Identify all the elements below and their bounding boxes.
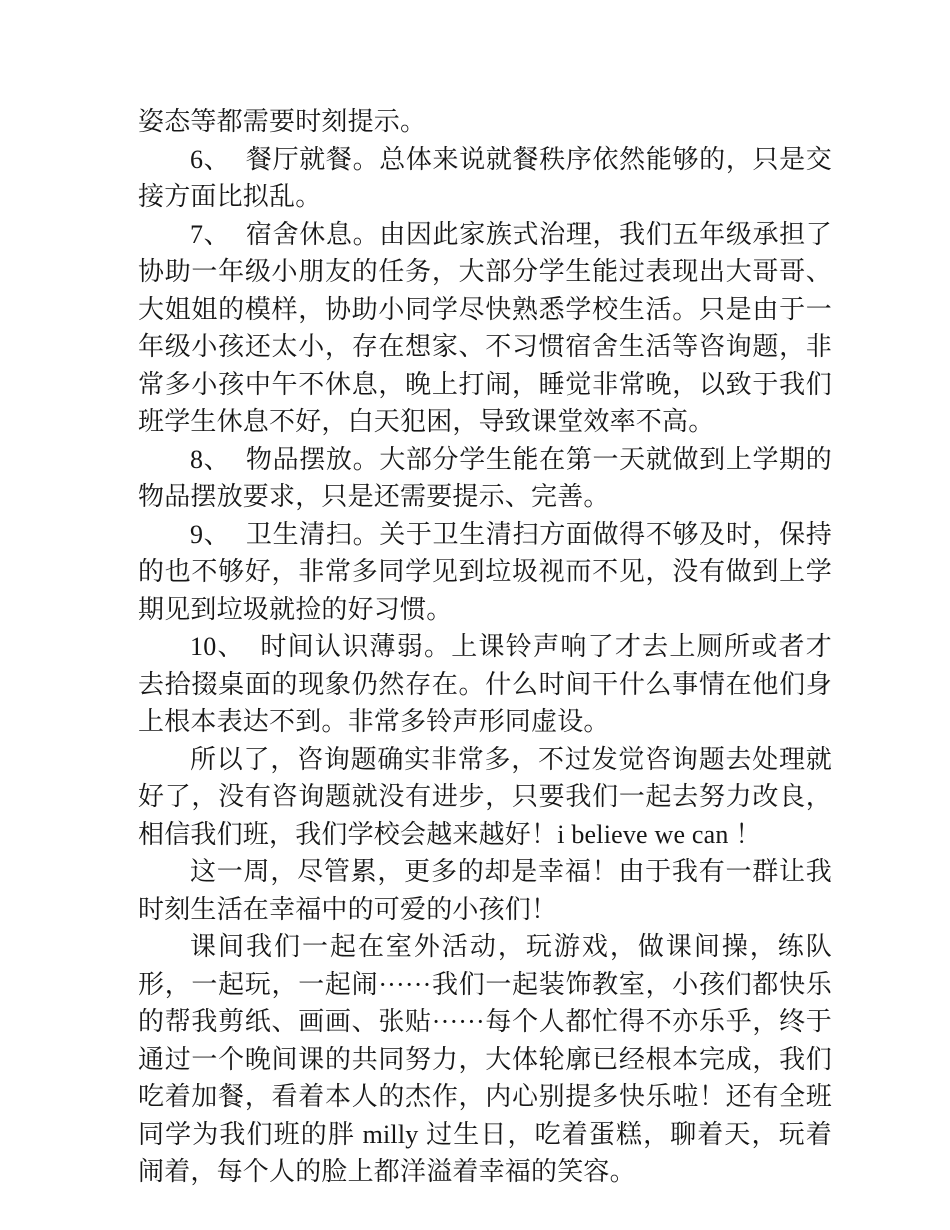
- list-number: 8、: [190, 444, 231, 474]
- paragraph-text: 卫生清扫。关于卫生清扫方面做得不够及时，保持的也不够好，非常多同学见到垃圾视而不见，没有做到上学期见到垃圾就捡的好习惯。: [138, 519, 832, 624]
- paragraph-text: 餐厅就餐。总体来说就餐秩序依然能够的，只是交接方面比拟乱。: [138, 144, 832, 211]
- paragraph: [138, 103, 832, 141]
- paragraph: [138, 141, 832, 216]
- paragraph: [138, 853, 832, 928]
- paragraph-text: 课间我们一起在室外活动，玩游戏，做课间操，练队形，一起玩，一起闹······我们一起装饰教室，小孩们都快乐的帮我剪纸、画画、张贴······每个人都忙得不亦乐乎，终于通过一个晚间课的共同努力，大体轮廓已经根本完成，我们吃着加餐，看着本人的杰作，内心别提多快乐啦！还有全班同学为我们班的胖 milly 过生日，吃着蛋糕，聊着天，玩着闹着，每个人的脸上都洋溢着幸福的笑容。: [138, 932, 832, 1186]
- paragraph: [138, 216, 832, 441]
- list-number: 9、: [190, 519, 231, 549]
- paragraph: [138, 441, 832, 516]
- paragraph: [138, 516, 832, 629]
- paragraph: [138, 741, 832, 854]
- paragraph-text: 所以了，咨询题确实非常多，不过发觉咨询题去处理就好了，没有咨询题就没有进步，只要我们一起去努力改良，相信我们班，我们学校会越来越好！i believe we can ！: [138, 744, 832, 849]
- list-number: 10、: [190, 632, 245, 661]
- paragraph-text: 这一周，尽管累，更多的却是幸福！由于我有一群让我时刻生活在幸福中的可爱的小孩们！: [138, 857, 832, 924]
- paragraph-text: 宿舍休息。由因此家族式治理，我们五年级承担了协助一年级小朋友的任务，大部分学生能过表现出大哥哥、大姐姐的模样，协助小同学尽快熟悉学校生活。只是由于一年级小孩还太小，存在想家、不习惯宿舍生活等咨询题，非常多小孩中午不休息，晚上打闹，睡觉非常晚，以致于我们班学生休息不好，白天犯困，导致课堂效率不高。: [138, 219, 832, 436]
- list-number: 7、: [190, 219, 231, 249]
- paragraph-text: 时间认识薄弱。上课铃声响了才去上厕所或者才去拾掇桌面的现象仍然存在。什么时间干什么事情在他们身上根本表达不到。非常多铃声形同虚设。: [138, 632, 832, 736]
- paragraph-text: 姿态等都需要时刻提示。: [138, 107, 427, 136]
- paragraph-text: 物品摆放。大部分学生能在第一天就做到上学期的物品摆放要求，只是还需要提示、完善。: [138, 444, 832, 511]
- list-number: 6、: [190, 144, 231, 174]
- paragraph: [138, 628, 832, 741]
- paragraph: [138, 928, 832, 1191]
